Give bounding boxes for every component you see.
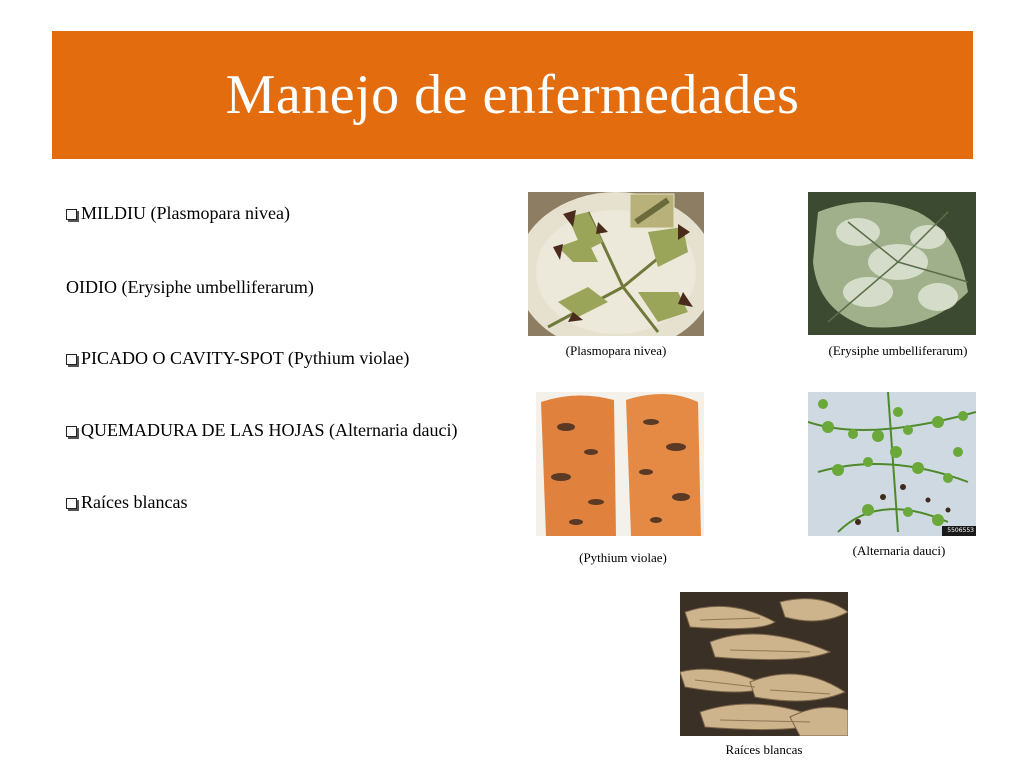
pythium-photo [536,392,704,536]
bullet-item [66,277,314,298]
checkbox-icon [66,426,77,437]
bullet-item [66,348,409,369]
bullet-text: OIDIO (Erysiphe umbelliferarum) [66,277,314,297]
raices-photo [680,592,848,736]
bullet-item [66,203,290,224]
erysiphe-photo [808,192,976,335]
bullet-text: Raíces blancas [81,492,188,512]
image-caption: Raíces blancas [725,742,803,757]
slide-title: Manejo de enfermedades [225,64,800,126]
title-bar [52,31,973,159]
bullet-item [66,492,187,513]
bullet-text: PICADO O CAVITY-SPOT (Pythium violae) [81,348,410,368]
checkbox-icon [66,354,77,365]
image-caption: (Erysiphe umbelliferarum) [828,343,968,358]
checkbox-icon [66,209,77,220]
image-caption: (Alternaria dauci) [852,543,946,558]
bullet-text: QUEMADURA DE LAS HOJAS (Alternaria dauci) [81,420,458,440]
bullet-text: MILDIU (Plasmopara nivea) [81,203,290,223]
bullet-item [66,420,457,441]
alternaria-photo [808,392,976,536]
image-caption: (Plasmopara nivea) [565,343,667,358]
photo-stamp: 5506553 [947,527,974,534]
plasmopara-photo [528,192,704,336]
image-caption: (Pythium violae) [579,550,667,565]
checkbox-icon [66,498,77,509]
